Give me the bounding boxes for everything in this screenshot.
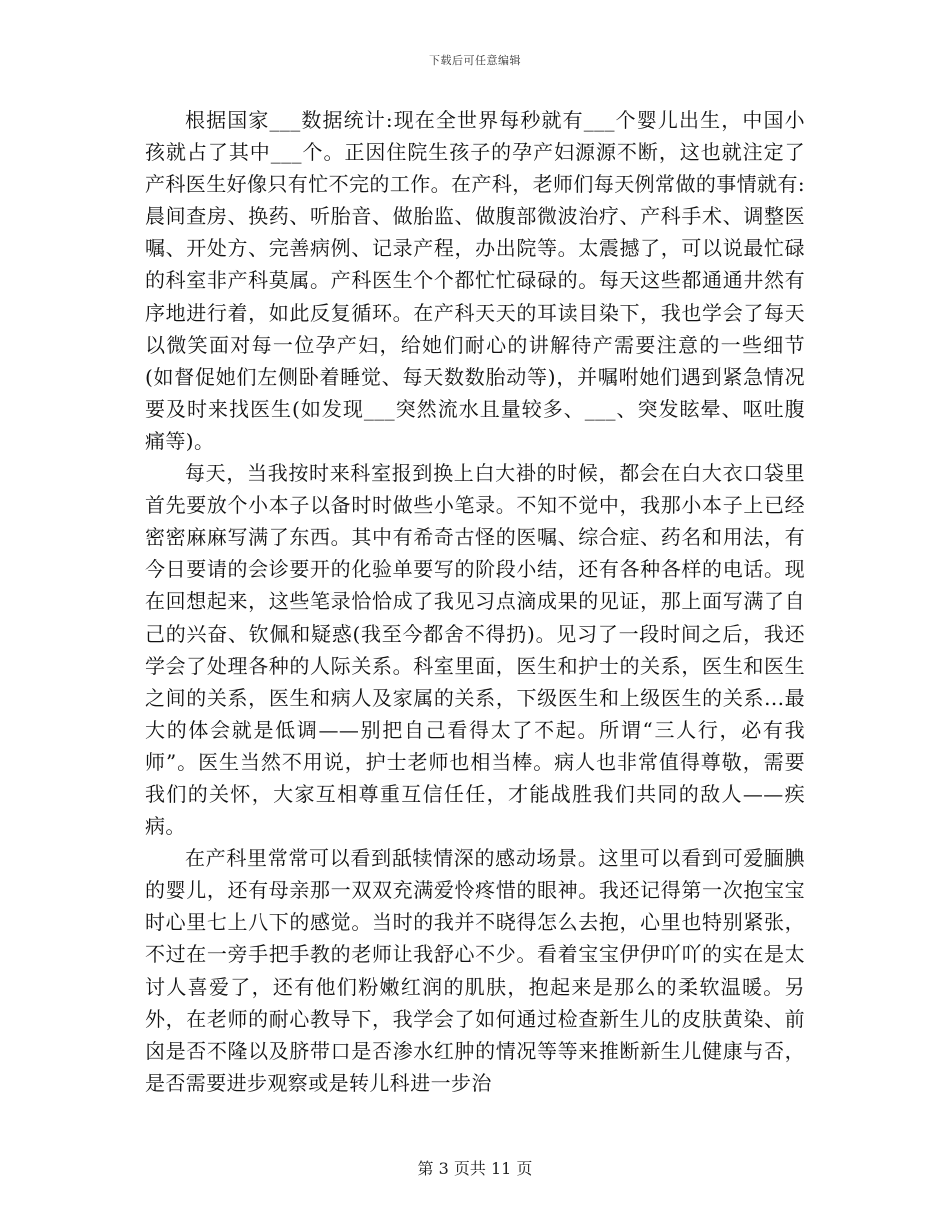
document-body (145, 104, 805, 1099)
page-footer: 第 3 页共 11 页 (417, 1159, 533, 1178)
paragraph-2: 每天，当我按时来科室报到换上白大褂的时候，都会在白大衣口袋里首先要放个小本子以备时时做些小笔录。不知不觉中，我那小本子上已经密密麻麻写满了东西。其中有希奇古怪的医嘱、综合症、药名和用法，有今日要请的会诊要开的化验单要写的阶段小结，还有各种各样的电话。现在回想起来，这些笔录恰恰成了我见习点滴成果的见证，那上面写满了自己的兴奋、钦佩和疑惑(我至今都舍不得扔)。见习了一段时间之后，我还学会了处理各种的人际关系。科室里面，医生和护士的关系，医生和医生之间的关系，医生和病人及家属的关系，下级医生和上级医生的关系...最大的体会就是低调——别把自己看得太了不起。所谓“三人行，必有我师”。医生当然不用说，护士老师也相当棒。病人也非常值得尊敬，需要我们的关怀，大家互相尊重互信任任，才能战胜我们共同的敌人——疾病。 (145, 461, 805, 839)
paragraph-3: 在产科里常常可以看到舐犊情深的感动场景。这里可以看到可爱腼腆的婴儿，还有母亲那一双双充满爱怜疼惜的眼神。我还记得第一次抱宝宝时心里七上八下的感觉。当时的我并不晓得怎么去抱，心里也特别紧张，不过在一旁手把手教的老师让我舒心不少。看着宝宝伊伊吖吖的实在是太讨人喜爱了，还有他们粉嫩红润的肌肤，抱起来是那么的柔软温暖。另外，在老师的耐心教导下，我学会了如何通过检查新生儿的皮肤黄染、前囟是否不隆以及脐带口是否渗水红肿的情况等等来推断新生儿健康与否，是否需要进步观察或是转儿科进一步治 (145, 846, 805, 1095)
paragraph-1: 根据国家___数据统计:现在全世界每秒就有___个婴儿出生，中国小孩就占了其中___个。正因住院生孩子的孕产妇源源不断，这也就注定了产科医生好像只有忙不完的工作。在产科，老师们每天例常做的事情就有:晨间查房、换药、听胎音、做胎监、做腹部微波治疗、产科手术、调整医嘱、开处方、完善病例、记录产程，办出院等。太震撼了，可以说最忙碌的科室非产科莫属。产科医生个个都忙忙碌碌的。每天这些都通通井然有序地进行着，如此反复循环。在产科天天的耳读目染下，我也学会了每天以微笑面对每一位孕产妇，给她们耐心的讲解待产需要注意的一些细节(如督促她们左侧卧着睡觉、每天数数胎动等)，并嘱咐她们遇到紧急情况要及时来找医生(如发现___突然流水且量较多、___、突发眩晕、呕吐腹痛等)。 (145, 108, 805, 453)
page-header: 下载后可任意编辑 (429, 54, 521, 67)
